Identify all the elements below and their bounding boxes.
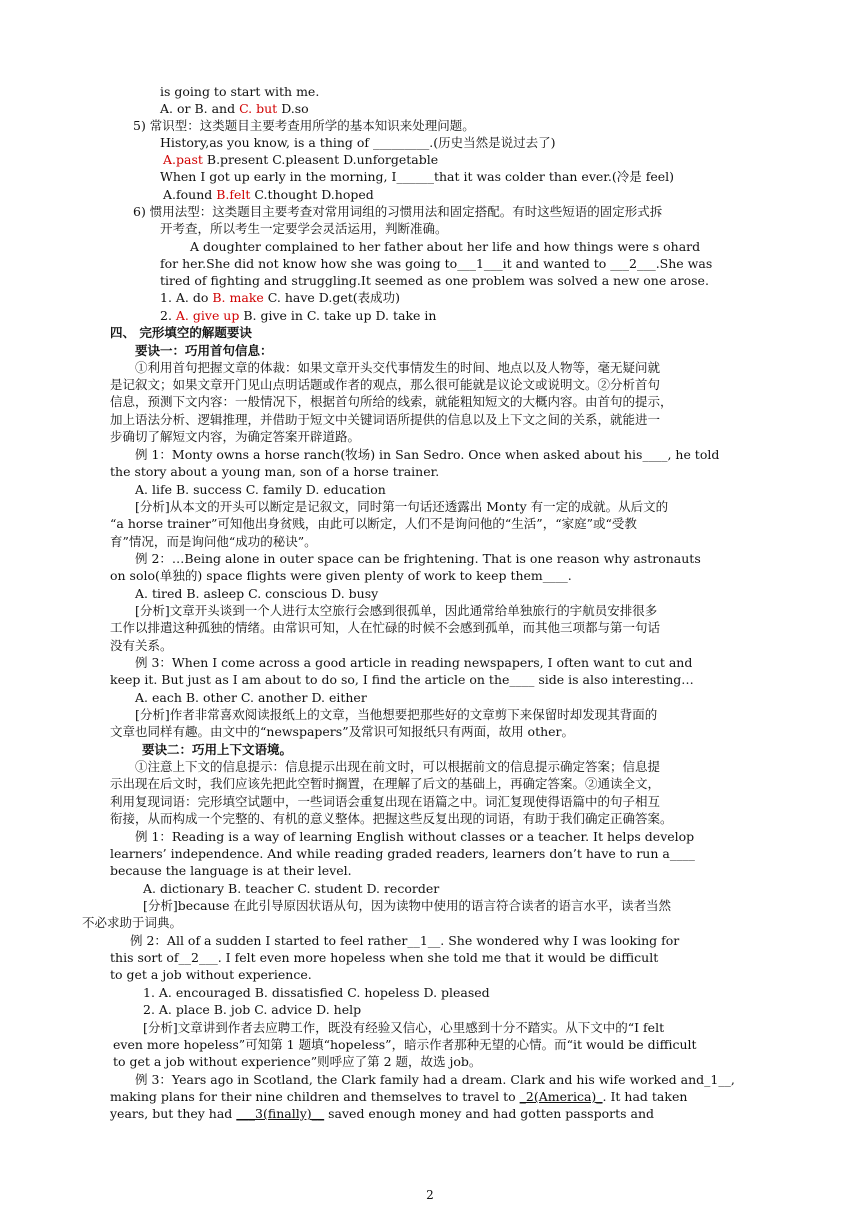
text-segment: D.so (277, 101, 309, 116)
text-segment: on solo(单独的) space flights were given plenty of work to keep them____. (110, 568, 572, 583)
text-segment: 没有关系。 (110, 638, 173, 653)
text-segment: 2. A. place B. job C. advice D. help (143, 1002, 362, 1017)
text-segment: 要诀一：巧用首句信息： (135, 343, 273, 358)
text-line (110, 463, 439, 480)
text-line (160, 307, 436, 324)
text-segment: When I got up early in the morning, I______that it was colder than ever.(冷是 feel) (160, 169, 675, 184)
text-segment: B. give in C. take up D. take in (239, 308, 437, 323)
text-line (142, 741, 292, 758)
text-segment: this sort of__2___. I felt even more hopeless when she told me that it would be difficult (110, 950, 659, 965)
text-line (110, 428, 360, 445)
text-segment: for her.She did not know how she was going to___1___it and wanted to ___2___.She was (160, 256, 713, 271)
text-line (135, 359, 660, 376)
text-segment: “a horse trainer”可知他出身贫贱，由此可以断定，人们不是询问他的“生活”，“家庭”或“受教 (110, 516, 637, 531)
text-segment: learners’ independence. And while reading graded readers, learners don’t have to run a____ (110, 846, 695, 861)
text-line (113, 1053, 481, 1070)
text-line (130, 932, 679, 949)
text-line (82, 914, 182, 931)
text-line (135, 342, 273, 359)
text-line (110, 845, 695, 862)
text-line (160, 100, 309, 117)
text-line (110, 393, 673, 410)
text-line (135, 758, 660, 775)
text-line (110, 671, 694, 688)
text-segment: [分析]作者非常喜欢阅读报纸上的文章，当他想要把那些好的文章剪下来保留时却发现其背面的 (135, 707, 658, 722)
text-segment: even more hopeless”可知第 1 题填“hopeless”，暗示作者那种无望的心情。而“it would be difficult (113, 1037, 697, 1052)
text-line (143, 1001, 361, 1018)
text-line (135, 689, 367, 706)
text-segment: is going to start with me. (160, 84, 320, 99)
text-segment: . It had taken (602, 1089, 688, 1104)
text-line (110, 567, 572, 584)
text-line (135, 706, 657, 723)
text-line (110, 1105, 654, 1122)
text-line (143, 897, 671, 914)
text-segment: 不必求助于词典。 (82, 915, 183, 930)
text-segment: C.thought D.hoped (250, 187, 374, 202)
text-segment: 例 2：…Being alone in outer space can be frightening. That is one reason why astronauts (135, 551, 701, 566)
text-segment: 是记叙文；如果文章开门见山点明话题或作者的观点，那么很可能就是议论文或说明文。②分析首句 (110, 377, 661, 392)
text-segment: [分析]because 在此引导原因状语从句，因为读物中使用的语言符合读者的语言水平，读者当然 (143, 898, 671, 913)
text-line (110, 411, 660, 428)
text-line (135, 602, 657, 619)
text-segment: making plans for their nine children and themselves to travel to (110, 1089, 520, 1104)
page-number: 2 (426, 1188, 434, 1202)
text-segment: to get a job without experience”则呼应了第 2 题，故选 job。 (113, 1054, 482, 1069)
text-segment: 四、 完形填空的解题要诀 (110, 325, 252, 340)
text-segment: ①利用首句把握文章的体裁：如果文章开头交代事情发生的时间、地点以及人物等，毫无疑问就 (135, 360, 661, 375)
text-segment: [分析]文章讲到作者去应聘工作，既没有经验又信心，心里感到十分不踏实。从下文中的“I felt (143, 1020, 665, 1035)
text-line (160, 83, 319, 100)
text-line (135, 498, 668, 515)
text-line (163, 151, 438, 168)
text-line (110, 619, 660, 636)
text-segment: B.present C.pleasent D.unforgetable (202, 152, 439, 167)
text-segment: tired of fighting and struggling.It seemed as one problem was solved a new one arose. (160, 273, 709, 288)
text-segment: because the language is at their level. (110, 863, 352, 878)
text-segment: A. or B. and (160, 101, 240, 116)
text-segment: 例 2：All of a sudden I started to feel rather__1__. She wondered why I was looking for (130, 933, 680, 948)
text-segment: B.felt (216, 187, 251, 202)
text-segment: A. dictionary B. teacher C. student D. recorder (143, 881, 440, 896)
text-line (110, 533, 317, 550)
text-line (135, 585, 378, 602)
text-segment: 工作以排遣这种孤独的情绪。由常识可知，人在忙碌的时候不会感到孤单，而其他三项都与第一句话 (110, 620, 661, 635)
text-segment: 开考查，所以考生一定要学会灵活运用，判断准确。 (160, 221, 448, 236)
text-segment: to get a job without experience. (110, 967, 312, 982)
text-segment: A. give up (175, 308, 240, 323)
text-segment: A.past (163, 152, 203, 167)
text-segment: 示出现在后文时，我们应该先把此空暂时搁置，在理解了后文的基础上，再确定答案。②通读全文， (110, 776, 661, 791)
text-line (135, 550, 701, 567)
text-segment: 2. (160, 308, 176, 323)
text-line (143, 880, 439, 897)
text-line (160, 134, 556, 151)
text-line (110, 775, 660, 792)
text-segment: A doughter complained to her father about her life and how things were s ohard (190, 239, 701, 254)
text-segment: 例 3：Years ago in Scotland, the Clark family had a dream. Clark and his wife worked and_1__, (135, 1072, 735, 1087)
text-line (110, 515, 637, 532)
text-line (110, 324, 252, 341)
text-line (110, 949, 658, 966)
text-line (160, 255, 712, 272)
text-line (163, 186, 374, 203)
text-segment: saved enough money and had gotten passports and (324, 1106, 654, 1121)
text-segment: 加上语法分析、逻辑推理，并借助于短文中关键词语所提供的信息以及上下文之间的关系，就能进一 (110, 412, 661, 427)
text-line (133, 203, 662, 220)
text-segment: 5) 常识型：这类题目主要考查用所学的基本知识来处理问题。 (133, 118, 475, 133)
text-line (110, 810, 673, 827)
text-segment: A. tired B. asleep C. conscious D. busy (135, 586, 379, 601)
text-segment: _2(America)_ (519, 1089, 603, 1104)
text-segment: History,as you know, is a thing of _________.(历史当然是说过去了) (160, 135, 556, 150)
text-segment: ①注意上下文的信息提示：信息提示出现在前文时，可以根据前文的信息提示确定答案；信息提 (135, 759, 661, 774)
text-line (113, 1036, 697, 1053)
text-segment: [分析]从本文的开头可以断定是记叙文，同时第一句话还透露出 Monty 有一定的成就。从后文的 (135, 499, 669, 514)
text-segment: the story about a young man, son of a horse trainer. (110, 464, 440, 479)
text-line (143, 984, 490, 1001)
text-line (110, 862, 352, 879)
text-line (135, 1071, 735, 1088)
text-segment: years, but they had (110, 1106, 237, 1121)
text-segment: 育”情况，而是询问他“成功的秘诀”。 (110, 534, 317, 549)
text-segment: 信息，预测下文内容：一般情况下，根据首句所给的线索，就能粗知短文的大概内容。由首句的提示， (110, 394, 673, 409)
text-segment: 1. A. encouraged B. dissatisfied C. hopeless D. pleased (143, 985, 490, 1000)
text-segment: 例 1：Reading is a way of learning English without classes or a teacher. It helps develop (135, 829, 695, 844)
text-line (110, 637, 173, 654)
text-segment: 利用复现词语：完形填空试题中，一些词语会重复出现在语篇之中。词汇复现使得语篇中的句子相互 (110, 794, 661, 809)
text-segment: A. life B. success C. family D. education (135, 482, 386, 497)
text-line (110, 723, 574, 740)
text-line (135, 446, 719, 463)
text-line (135, 654, 692, 671)
text-segment: 衔接，从而构成一个完整的、有机的意义整体。把握这些反复出现的词语，有助于我们确定正确答案。 (110, 811, 673, 826)
text-line (110, 1088, 687, 1105)
text-segment: C. but (239, 101, 278, 116)
text-line (110, 376, 660, 393)
text-segment: 例 3：When I come across a good article in reading newspapers, I often want to cut and (135, 655, 693, 670)
text-line (160, 272, 709, 289)
text-segment: A. each B. other C. another D. either (135, 690, 367, 705)
text-segment: 步确切了解短文内容，为确定答案开辟道路。 (110, 429, 361, 444)
text-segment: 1. A. do (160, 290, 213, 305)
text-segment: C. have D.get(表成功) (263, 290, 400, 305)
text-line (133, 117, 475, 134)
text-line (190, 238, 700, 255)
text-segment: 要诀二：巧用上下文语境。 (142, 742, 293, 757)
text-segment: ___3(finally)__ (236, 1106, 325, 1121)
text-line (135, 481, 386, 498)
text-segment: keep it. But just as I am about to do so, I find the article on the____ side is also interesting… (110, 672, 694, 687)
text-line (110, 966, 312, 983)
text-line (160, 220, 448, 237)
text-segment: 6) 惯用法型：这类题目主要考查对常用词组的习惯用法和固定搭配。有时这些短语的固定形式拆 (133, 204, 663, 219)
text-segment: 文章也同样有趣。由文中的“newspapers”及常识可知报纸只有两面，故用 other。 (110, 724, 575, 739)
text-line (135, 828, 694, 845)
text-line (160, 289, 400, 306)
text-segment: 例 1：Monty owns a horse ranch(牧场) in San Sedro. Once when asked about his____, he told (135, 447, 720, 462)
text-segment: A.found (163, 187, 217, 202)
text-line (160, 168, 674, 185)
text-segment: [分析]文章开头谈到一个人进行太空旅行会感到很孤单，因此通常给单独旅行的宇航员安排很多 (135, 603, 658, 618)
text-line (110, 793, 660, 810)
text-line (143, 1019, 664, 1036)
text-segment: B. make (212, 290, 264, 305)
